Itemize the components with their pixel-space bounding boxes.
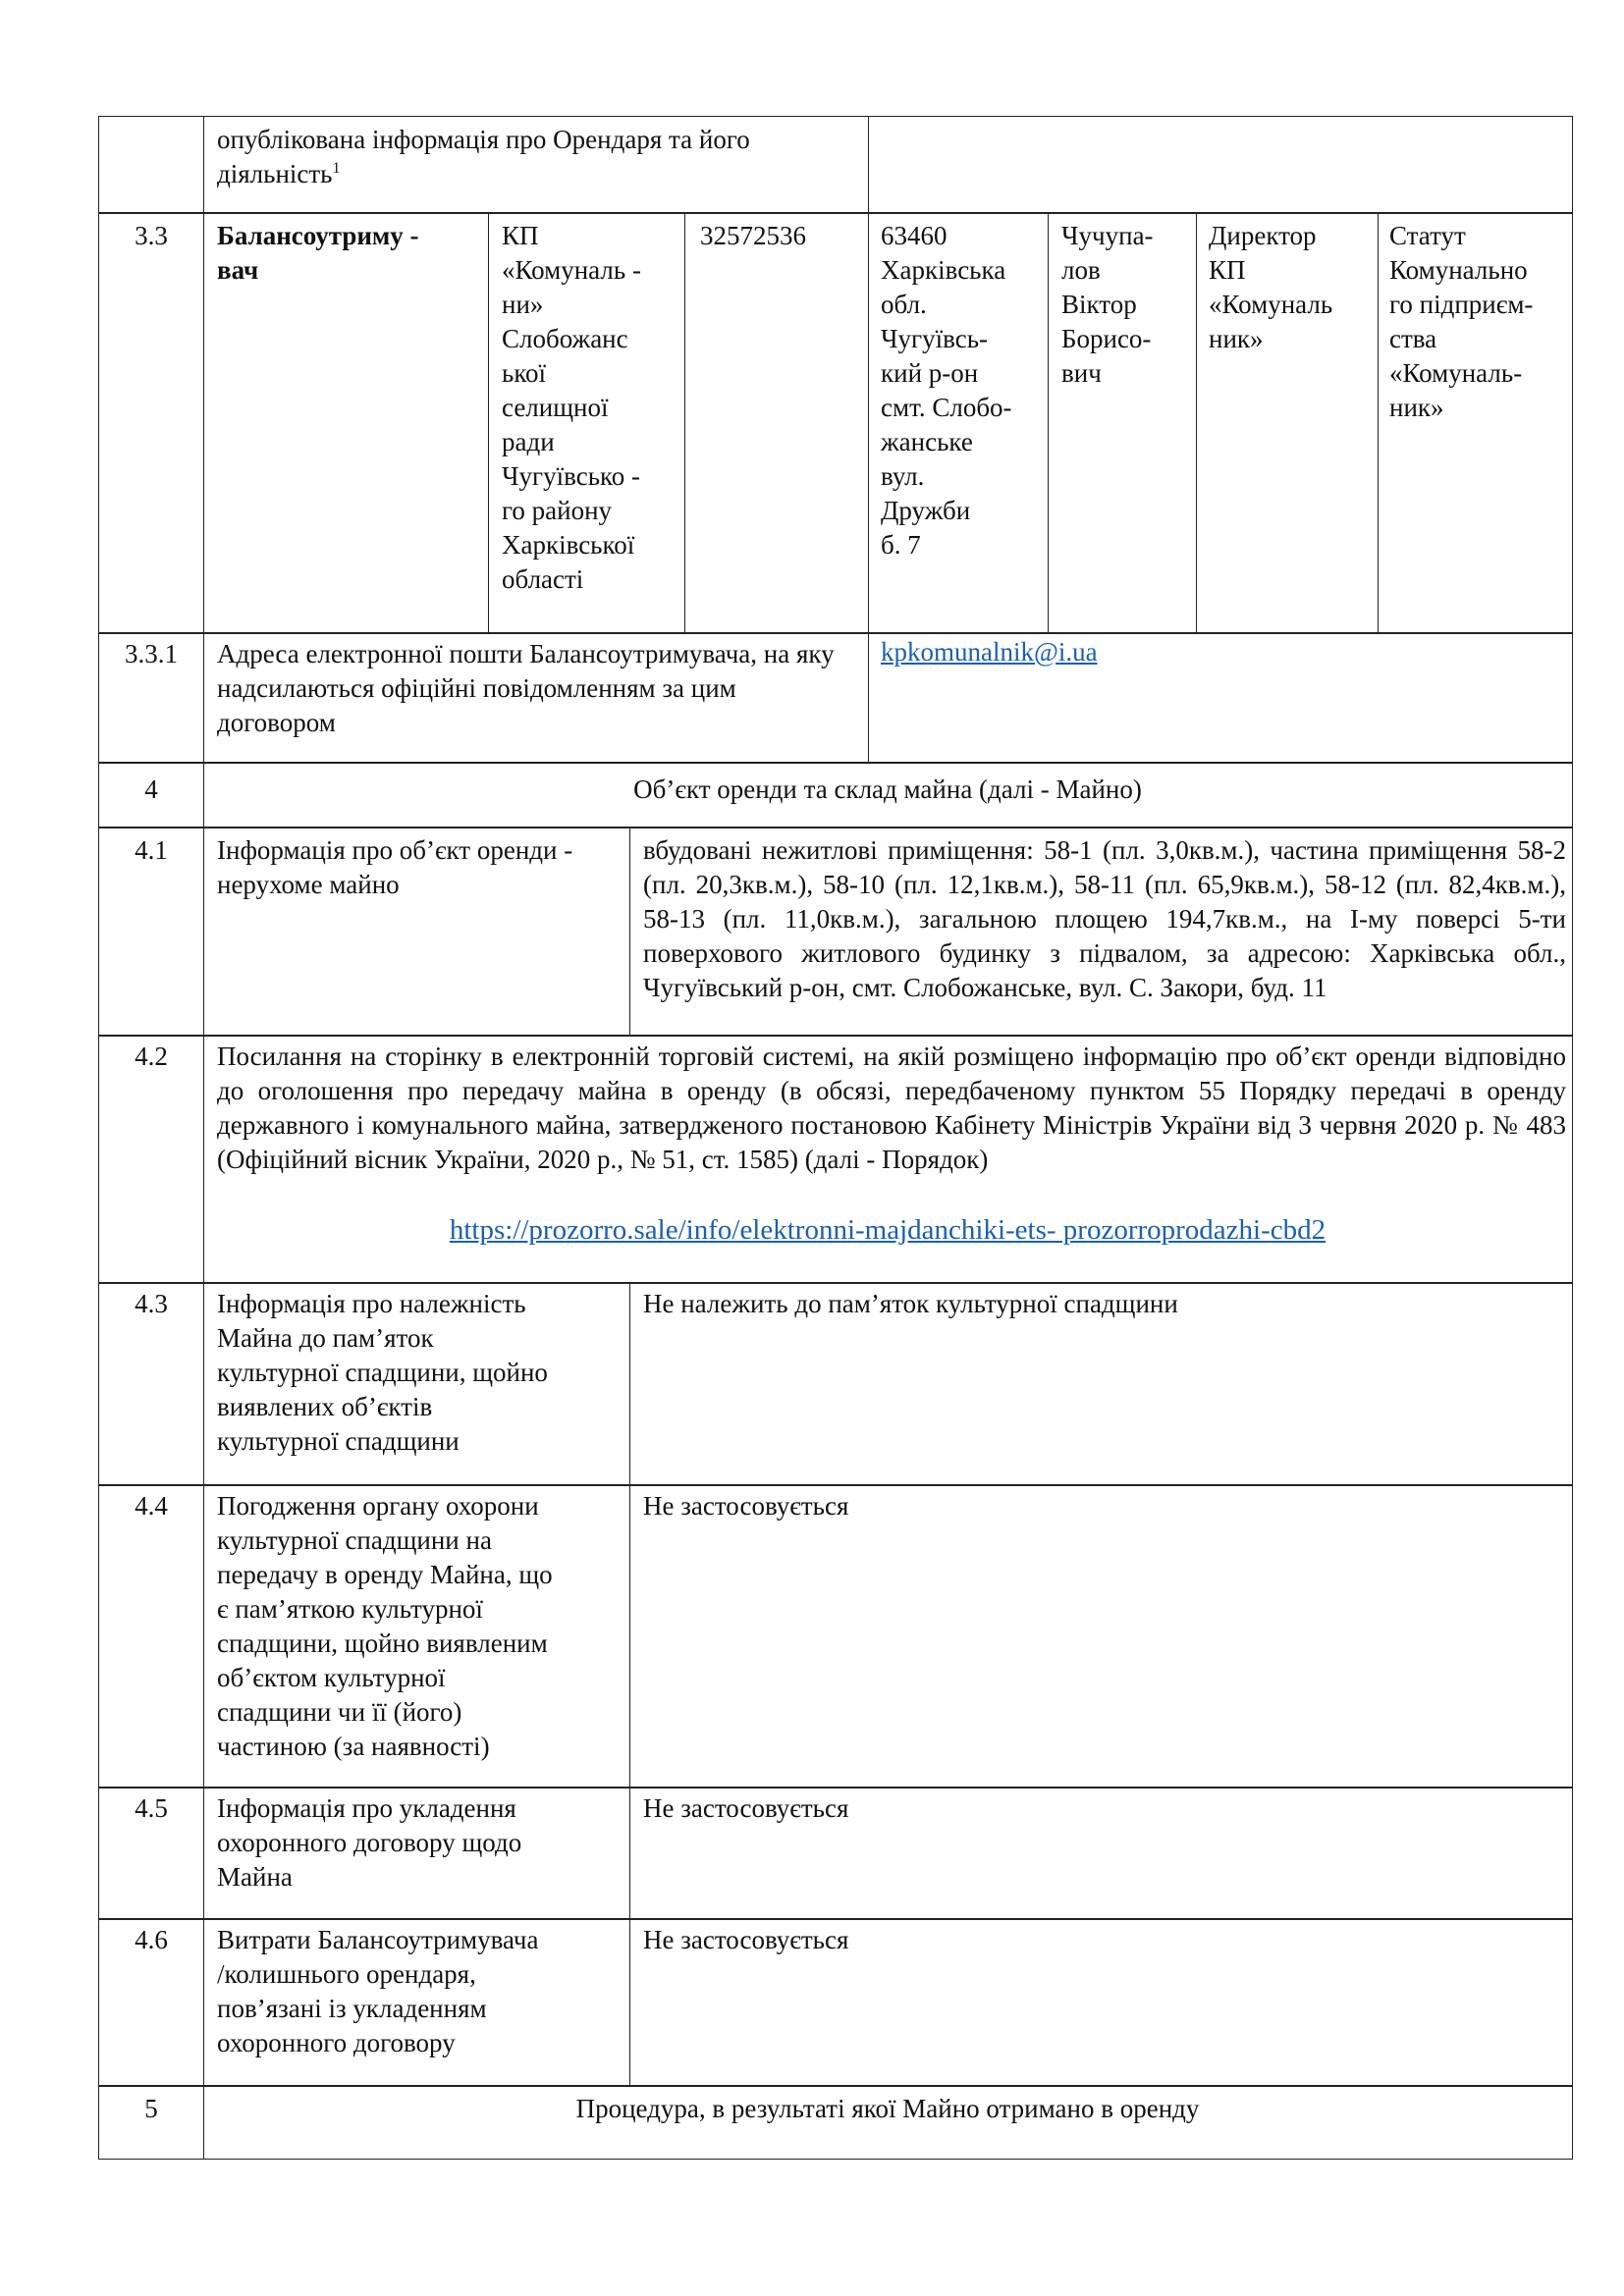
row-number: 5 — [144, 2094, 158, 2123]
balance-holder-address: 63460 Харківська обл. Чугуївсь- кий р-он смт. Слобо- жанське вул. Дружби б. 7 — [881, 221, 1012, 560]
edrpou-code: 32572536 — [700, 221, 806, 250]
row-number: 4.1 — [135, 835, 168, 865]
expenses-label: Витрати Балансоутримувача /колишнього орендаря, пов’язані із укладенням охоронного договору — [217, 1925, 539, 2057]
row-4-3 — [98, 1282, 1573, 1486]
email-cell — [881, 635, 1568, 763]
statute-basis: Статут Комунально го підприєм- ства «Комуналь- ник» — [1389, 221, 1534, 422]
heritage-label: Інформація про належність Майна до пам’яток культурної спадщини, щойно виявлених об’єктів культурної спадщини — [217, 1289, 548, 1456]
protection-agreement-label: Інформація про укладення охоронного договору щодо Майна — [217, 1793, 522, 1892]
row-4-5 — [98, 1787, 1573, 1920]
row-number: 3.3.1 — [125, 639, 178, 668]
heritage-approval-value: Не застосовується — [643, 1491, 849, 1521]
footnote-marker: 1 — [332, 160, 341, 177]
row-4-1 — [98, 827, 1573, 1037]
expenses-value: Не застосовується — [643, 1925, 849, 1954]
email-link[interactable]: kpkomunalnik@i.ua — [881, 637, 1098, 667]
link-description: Посилання на сторінку в електронній торговій системі, на якій розміщено інформацію про об’єкт оренди відповідно до оголошення про передачу майна в оренду (в обсязі, передбаченому пунктом 55 Порядку передачі в оренду державного і комунального майна, затвердженого постановою Кабінету Міністрів України від 3 червня 2020 р. № 483 (Офіційний вісник України, 2020 р., № 51, ст. 1585) (далі - Порядок) — [217, 1041, 1566, 1174]
link-cell — [203, 1212, 1572, 1283]
row-4-6 — [98, 1918, 1573, 2087]
row-number: 4 — [144, 774, 158, 804]
balance-holder-label: Балансоутриму - вач — [217, 221, 419, 285]
top-text — [217, 123, 865, 213]
prozorro-link[interactable]: https://prozorro.sale/info/elektronni-majdanchiki-ets- prozorroprodazhi-cbd2 — [449, 1214, 1326, 1246]
row-4-2 — [98, 1035, 1573, 1284]
row-number: 4.4 — [135, 1491, 168, 1521]
row-number: 4.3 — [135, 1289, 168, 1318]
director-position: Директор КП «Комуналь ник» — [1209, 221, 1333, 353]
row-3-3 — [98, 212, 1573, 634]
row-4-4 — [98, 1484, 1573, 1789]
object-description: вбудовані нежитлові приміщення: 58-1 (пл. 3,0кв.м.), частина приміщення 58-2 (пл. 20,3кв.м.), 58-10 (пл. 12,1кв.м.), 58-11 (пл. 65,9кв.м.), 58-12 (пл. 82,4кв.м.), 58-13 (пл. 11,0кв.м.), загальною площею 194,7кв.м., на І-му поверсі 5-ти поверхового житлового будинку з підвалом, за адресою: Харківська обл., Чугуївський р-он, смт. Слобожанське, вул. С. Закори, буд. 11 — [643, 835, 1566, 1002]
row-number: 3.3 — [135, 221, 168, 250]
section-title: Об’єкт оренди та склад майна (далі - Майно) — [633, 774, 1142, 804]
top-text-content: опублікована інформація про Орендаря та його діяльність — [217, 125, 750, 188]
balance-holder-name: КП «Комуналь - ни» Слобожанс ької селищної ради Чугуївсько - го району Харківської області — [502, 221, 641, 594]
row-number: 4.6 — [135, 1925, 168, 1954]
director-name: Чучупа- лов Віктор Борисо- вич — [1061, 221, 1154, 388]
protection-agreement-value: Не застосовується — [643, 1793, 849, 1823]
email-label: Адреса електронної пошти Балансоутримувача, на яку надсилаються офіційні повідомленням за цим договором — [217, 639, 835, 737]
row-number: 4.2 — [135, 1041, 168, 1071]
heritage-value: Не належить до пам’яток культурної спадщини — [643, 1289, 1178, 1318]
row-5 — [98, 2085, 1573, 2160]
row-number: 4.5 — [135, 1793, 168, 1823]
section-title: Процедура, в результаті якої Майно отримано в оренду — [575, 2094, 1200, 2123]
row-top — [98, 116, 1573, 214]
heritage-approval-label: Погодження органу охорони культурної спадщини на передачу в оренду Майна, що є пам’яткою культурної спадщини, щойно виявленим об’єктом культурної спадщини чи її (його) частиною (за наявності) — [217, 1491, 553, 1761]
row-4 — [98, 762, 1573, 828]
row-3-3-1 — [98, 632, 1573, 764]
object-label: Інформація про об’єкт оренди - нерухоме майно — [217, 835, 573, 899]
